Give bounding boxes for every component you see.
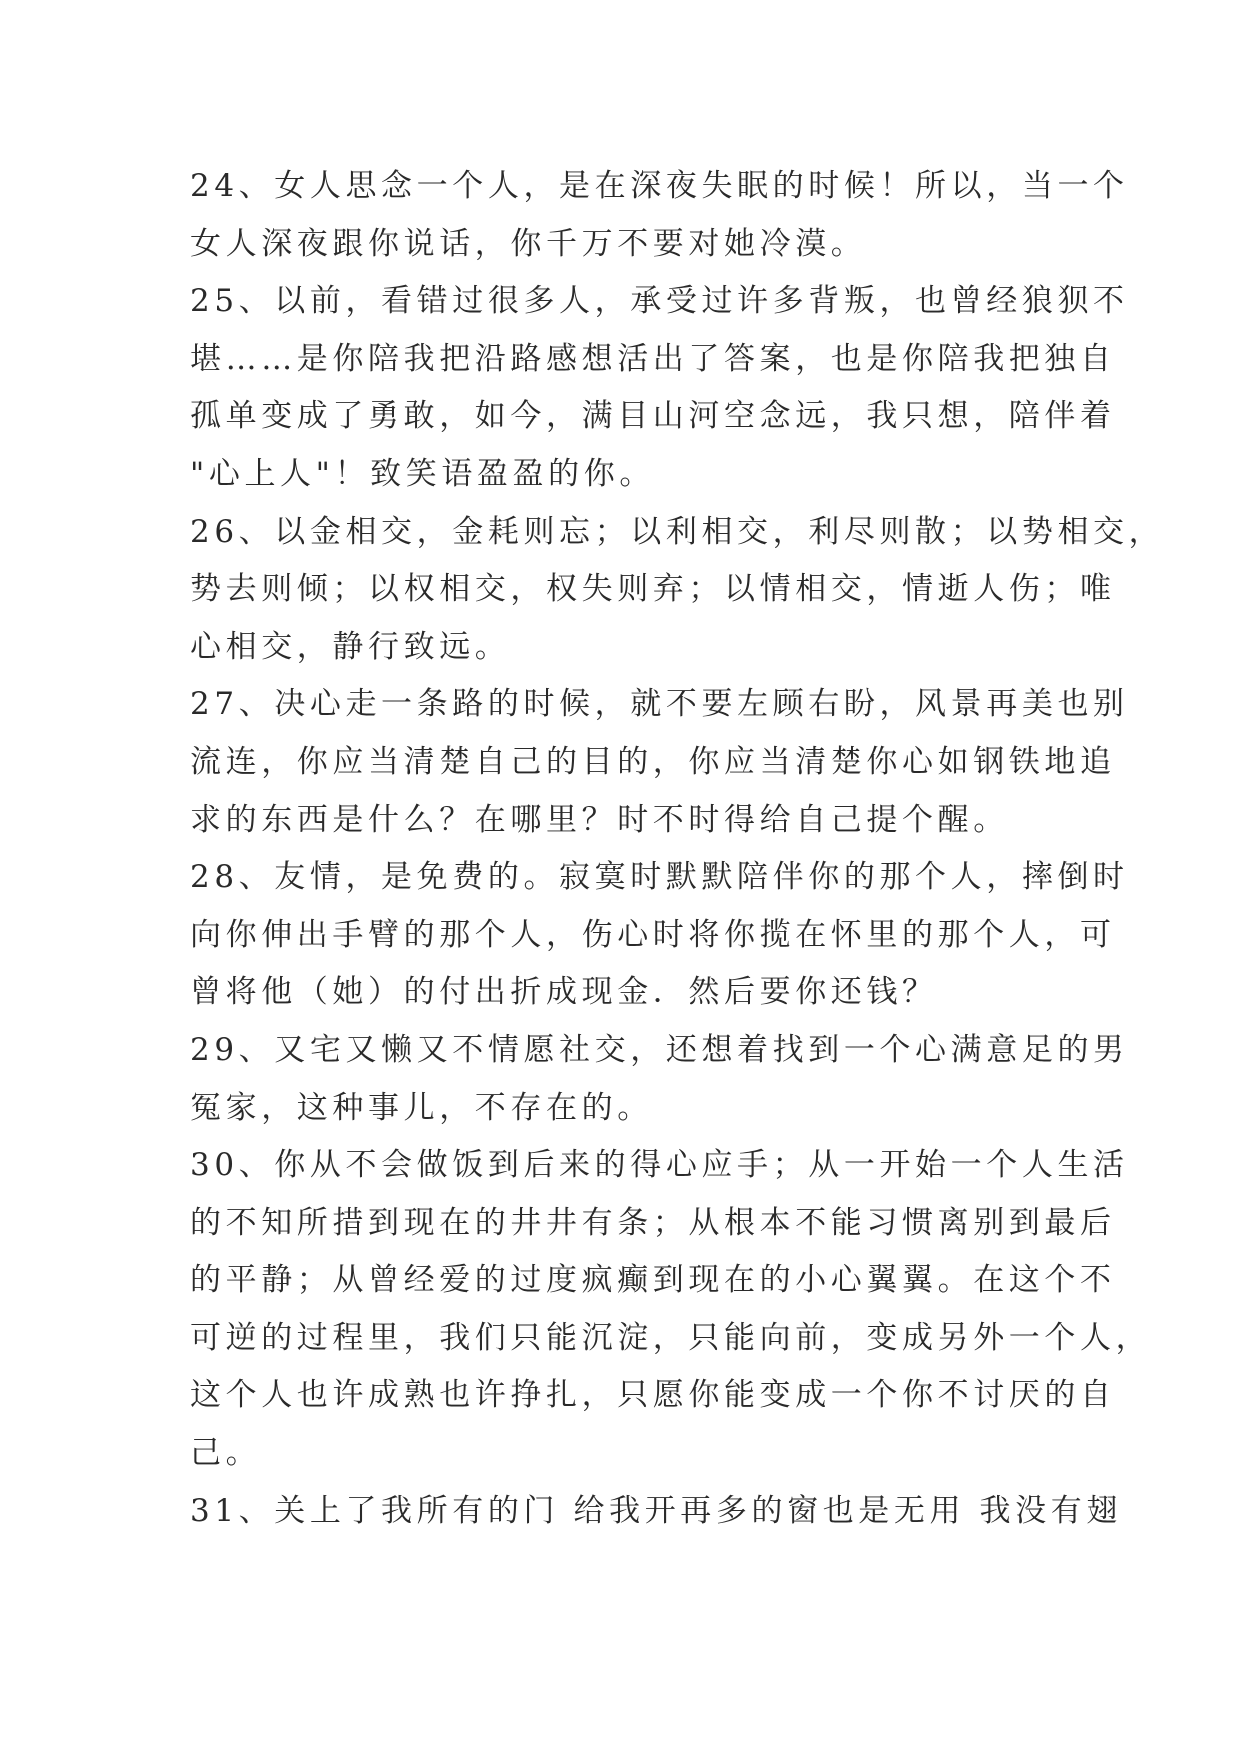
text-line: 的平静；从曾经爱的过度疯癫到现在的小心翼翼。在这个不 — [190, 1262, 1116, 1299]
text-line: 25、以前，看错过很多人，承受过许多背叛，也曾经狼狈不 — [190, 283, 1129, 320]
text-line: 28、友情，是免费的。寂寞时默默陪伴你的那个人，摔倒时 — [190, 859, 1129, 896]
text-line: 曾将他（她）的付出折成现金．然后要你还钱？ — [190, 974, 938, 1011]
text-line: 己。 — [190, 1435, 262, 1472]
text-line: 孤单变成了勇敢，如今，满目山河空念远，我只想，陪伴着 — [190, 398, 1116, 435]
text-line: 心相交，静行致远。 — [190, 628, 511, 665]
text-line: 向你伸出手臂的那个人，伤心时将你揽在怀里的那个人，可 — [190, 916, 1116, 953]
text-line: "心上人"！致笑语盈盈的你。 — [190, 455, 655, 492]
text-line: 可逆的过程里，我们只能沉淀，只能向前，变成另外一个人， — [190, 1319, 1152, 1356]
text-line: 求的东西是什么？在哪里？时不时得给自己提个醒。 — [190, 801, 1009, 838]
text-line: 27、决心走一条路的时候，就不要左顾右盼，风景再美也别 — [190, 686, 1129, 723]
text-line: 这个人也许成熟也许挣扎，只愿你能变成一个你不讨厌的自 — [190, 1377, 1116, 1414]
text-line: 24、女人思念一个人，是在深夜失眠的时候！所以，当一个 — [190, 168, 1129, 204]
text-line: 女人深夜跟你说话，你千万不要对她冷漠。 — [190, 225, 867, 262]
text-line: 的不知所措到现在的井井有条；从根本不能习惯离别到最后 — [190, 1204, 1116, 1241]
text-line: 30、你从不会做饭到后来的得心应手；从一开始一个人生活 — [190, 1147, 1129, 1184]
text-line: 堪……是你陪我把沿路感想活出了答案，也是你陪我把独自 — [190, 340, 1116, 377]
text-line: 冤家，这种事儿，不存在的。 — [190, 1089, 653, 1126]
text-line: 26、以金相交，金耗则忘；以利相交，利尽则散；以势相交， — [190, 513, 1165, 550]
text-line: 势去则倾；以权相交，权失则弃；以情相交，情逝人伤；唯 — [190, 571, 1116, 608]
text-line: 31、关上了我所有的门 给我开再多的窗也是无用 我没有翅 — [190, 1492, 1122, 1529]
text-line: 流连，你应当清楚自己的目的，你应当清楚你心如钢铁地追 — [190, 743, 1116, 780]
text-line: 29、又宅又懒又不情愿社交，还想着找到一个心满意足的男 — [190, 1031, 1129, 1068]
document-body-text — [190, 158, 1165, 1540]
